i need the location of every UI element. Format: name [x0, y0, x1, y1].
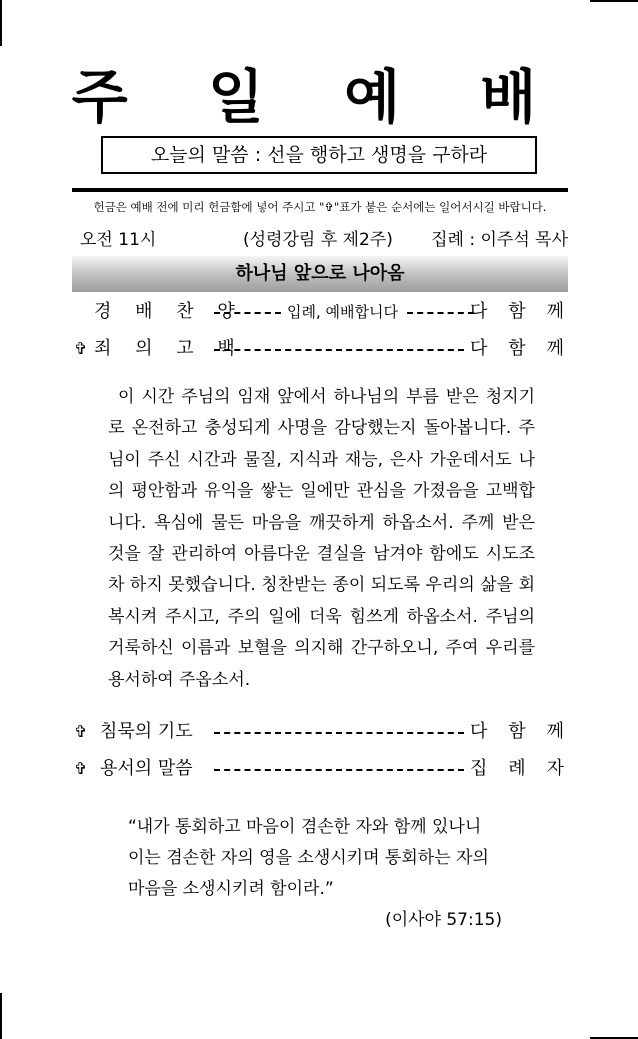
response-char: 께: [546, 721, 564, 742]
assurance-scripture: [128, 812, 528, 905]
order-response: [470, 335, 564, 363]
stand-cross-icon: ✞: [74, 759, 88, 778]
response-char: 례: [508, 758, 526, 779]
order-item-worship-praise: [72, 298, 568, 326]
sermon-theme-box: 오늘의 말씀 : 선을 행하고 생명을 구하라: [101, 136, 537, 174]
response-char: 다: [470, 338, 488, 359]
order-label: 침묵의 기도: [100, 721, 193, 742]
response-char: 께: [546, 301, 564, 322]
response-char: 함: [508, 338, 526, 359]
response-char: 자: [546, 758, 564, 779]
order-item-confession: [72, 335, 568, 363]
leader-dashes: [214, 349, 464, 351]
response-char: 함: [508, 721, 526, 742]
crop-mark: [590, 0, 638, 2]
response-char: 집: [470, 758, 488, 779]
liturgical-season: (성령강림 후 제2주): [243, 230, 393, 250]
order-response: [470, 755, 564, 783]
order-item-silent-prayer: [72, 718, 568, 746]
service-time: 오전 11시: [80, 230, 157, 250]
scripture-line: “내가 통회하고 마음이 겸손한 자와 함께 있나니: [128, 817, 482, 837]
leader-dashes: [214, 769, 464, 771]
order-middle-text: 입례, 예배합니다: [282, 298, 403, 326]
crop-mark: [0, 0, 2, 46]
order-label: 용서의 말씀: [100, 758, 193, 779]
officiant: 집례 : 이주석 목사: [431, 230, 568, 250]
offering-notice: 헌금은 예배 전에 미리 헌금함에 넣어 주시고 "✞"표가 붙은 순서에는 일어서시길 바랍니다.: [93, 200, 547, 214]
response-char: 다: [470, 721, 488, 742]
scripture-line: 마음을 소생시키려 함이라.”: [128, 879, 334, 899]
stand-cross-icon: ✞: [74, 722, 88, 741]
response-char: 다: [470, 301, 488, 322]
order-label: 죄 의 고 백: [94, 338, 244, 359]
order-item-assurance: [72, 755, 568, 783]
order-response: [470, 298, 564, 326]
response-char: 께: [546, 338, 564, 359]
divider: [72, 188, 568, 192]
order-response: [470, 718, 564, 746]
confession-prayer-text: 이 시간 주님의 임재 앞에서 하나님의 부름 받은 청지기로 온전하고 충성되게 사명을 감당했는지 돌아봅니다. 주님이 주신 시간과 물질, 지식과 재능, 은사 가운데서도 나의 평안함과 유익을 쌓는 일에만 관심을 가졌음을 고백합니다. 욕심에 물든 마음을 깨끗하게 하옵소서. 주께 받은 것을 잘 관리하여 아름다운 결실을 남겨야 함에도 시도조차 하지 못했습니다. 칭찬받는 종이 되도록 우리의 삶을 회복시켜 주시고, 주의 일에 더욱 힘쓰게 하옵소서. 주님의 거룩하신 이름과 보혈을 의지해 간구하오니, 주여 우리를 용서하여 주옵소서.: [108, 387, 535, 690]
section-header: 하나님 앞으로 나아옴: [72, 256, 568, 292]
crop-mark: [0, 993, 2, 1039]
stand-cross-icon: ✞: [74, 339, 88, 358]
order-label: 경 배 찬 양: [94, 301, 244, 322]
scripture-reference: (이사야 57:15): [385, 910, 502, 930]
page-title: 주 일 예 배: [71, 63, 567, 131]
leader-dashes: [214, 732, 464, 734]
scripture-line: 이는 겸손한 자의 영을 소생시키며 통회하는 자의: [128, 848, 489, 868]
response-char: 함: [508, 301, 526, 322]
